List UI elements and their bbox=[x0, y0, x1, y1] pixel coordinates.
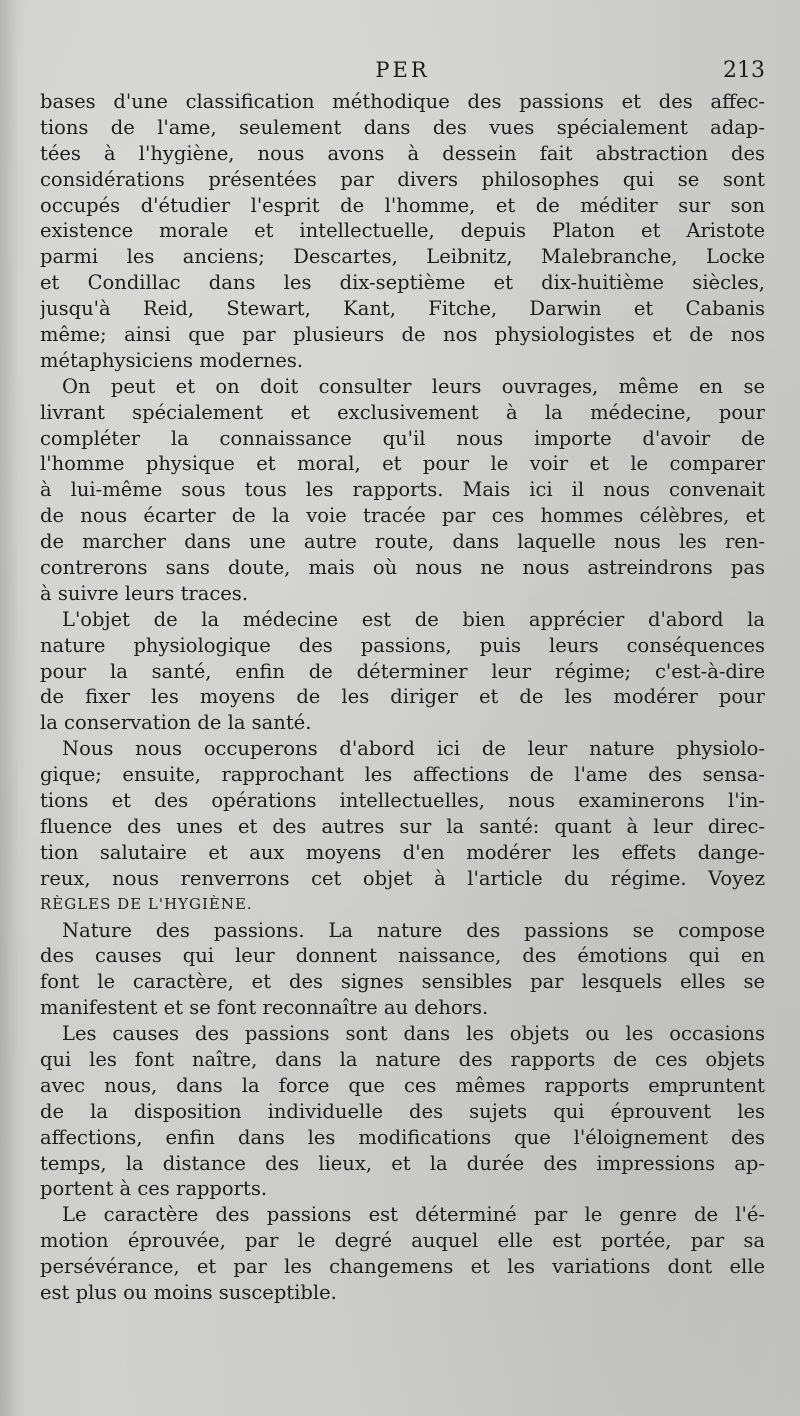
text-line: occupés d'étudier l'esprit de l'homme, et de méditer sur son bbox=[40, 193, 765, 217]
text-line: bases d'une classification méthodique des passions et des affec- bbox=[40, 90, 765, 113]
page-number: 213 bbox=[723, 58, 765, 83]
text-line: l'homme physique et moral, et pour le voir et le comparer bbox=[40, 452, 765, 476]
text-line: de nous écarter de la voie tracée par ces hommes célèbres, et bbox=[40, 504, 765, 528]
text-line: portent à ces rapports. bbox=[40, 1177, 268, 1201]
text-line: tions et des opérations intellectuelles, nous examinerons l'in- bbox=[40, 789, 765, 813]
text-line: jusqu'à Reid, Stewart, Kant, Fitche, Darwin et Cabanis bbox=[40, 297, 765, 321]
text-line: qui les font naître, dans la nature des rapports de ces objets bbox=[40, 1047, 765, 1071]
text-line: tées à l'hygiène, nous avons à dessein fait abstraction des bbox=[40, 141, 765, 165]
text-line: Nature des passions. La nature des passions se compose bbox=[62, 918, 765, 942]
text-line: est plus ou moins susceptible. bbox=[40, 1280, 337, 1304]
text-line: RÈGLES DE L'HYGIÈNE. bbox=[40, 894, 253, 913]
text-line: avec nous, dans la force que ces mêmes rapports empruntent bbox=[40, 1073, 765, 1097]
page-header bbox=[40, 56, 765, 90]
text-line: fluence des unes et des autres sur la santé: quant à leur direc- bbox=[40, 814, 765, 838]
text-line: gique; ensuite, rapprochant les affections de l'ame des sensa- bbox=[40, 763, 765, 787]
text-line: nature physiologique des passions, puis leurs conséquences bbox=[40, 633, 765, 657]
text-line: la conservation de la santé. bbox=[40, 711, 312, 735]
text-line: reux, nous renverrons cet objet à l'article du régime. Voyez bbox=[40, 866, 765, 890]
text-line: Nous nous occuperons d'abord ici de leur nature physiolo- bbox=[62, 737, 765, 761]
text-line: Le caractère des passions est déterminé par le genre de l'é- bbox=[62, 1203, 765, 1227]
text-line: et Condillac dans les dix-septième et dix-huitième siècles, bbox=[40, 271, 765, 295]
text-line: de fixer les moyens de les diriger et de les modérer pour bbox=[40, 685, 765, 709]
text-line: persévérance, et par les changemens et les variations dont elle bbox=[40, 1255, 765, 1279]
text-line: à lui-même sous tous les rapports. Mais ici il nous convenait bbox=[40, 478, 765, 502]
text-line: On peut et on doit consulter leurs ouvrages, même en se bbox=[62, 374, 765, 398]
text-line: affections, enfin dans les modifications que l'éloignement des bbox=[40, 1125, 765, 1149]
page-gutter-shadow bbox=[0, 0, 18, 1416]
text-line: manifestent et se font reconnaître au dehors. bbox=[40, 996, 489, 1020]
text-line: tion salutaire et aux moyens d'en modérer les effets dange- bbox=[40, 840, 765, 864]
text-line: pour la santé, enfin de déterminer leur régime; c'est-à-dire bbox=[40, 659, 765, 683]
text-line: de la disposition individuelle des sujets qui éprouvent les bbox=[40, 1099, 765, 1123]
body-text bbox=[40, 89, 765, 1306]
text-line: existence morale et intellectuelle, depuis Platon et Aristote bbox=[40, 219, 765, 243]
text-line: à suivre leurs traces. bbox=[40, 581, 249, 605]
text-line: considérations présentées par divers philosophes qui se sont bbox=[40, 167, 765, 191]
text-line: parmi les anciens; Descartes, Leibnitz, Malebranche, Locke bbox=[40, 245, 765, 269]
text-line: motion éprouvée, par le degré auquel elle est portée, par sa bbox=[40, 1229, 765, 1253]
text-line: contrerons sans doute, mais où nous ne nous astreindrons pas bbox=[40, 556, 765, 580]
text-line: temps, la distance des lieux, et la durée des impressions ap- bbox=[40, 1151, 765, 1175]
text-line: font le caractère, et des signes sensibles par lesquels elles se bbox=[40, 970, 765, 994]
text-line: compléter la connaissance qu'il nous importe d'avoir de bbox=[40, 426, 765, 450]
text-line: livrant spécialement et exclusivement à la médecine, pour bbox=[40, 400, 765, 424]
text-line: Les causes des passions sont dans les objets ou les occasions bbox=[62, 1022, 765, 1046]
text-line: L'objet de la médecine est de bien apprécier d'abord la bbox=[62, 607, 765, 631]
text-line: des causes qui leur donnent naissance, des émotions qui en bbox=[40, 944, 765, 968]
text-line: tions de l'ame, seulement dans des vues spécialement adap- bbox=[40, 115, 765, 139]
text-line: métaphysiciens modernes. bbox=[40, 348, 304, 372]
text-line: de marcher dans une autre route, dans laquelle nous les ren- bbox=[40, 530, 765, 554]
running-head: PER bbox=[375, 58, 430, 82]
text-line: même; ainsi que par plusieurs de nos physiologistes et de nos bbox=[40, 323, 765, 347]
